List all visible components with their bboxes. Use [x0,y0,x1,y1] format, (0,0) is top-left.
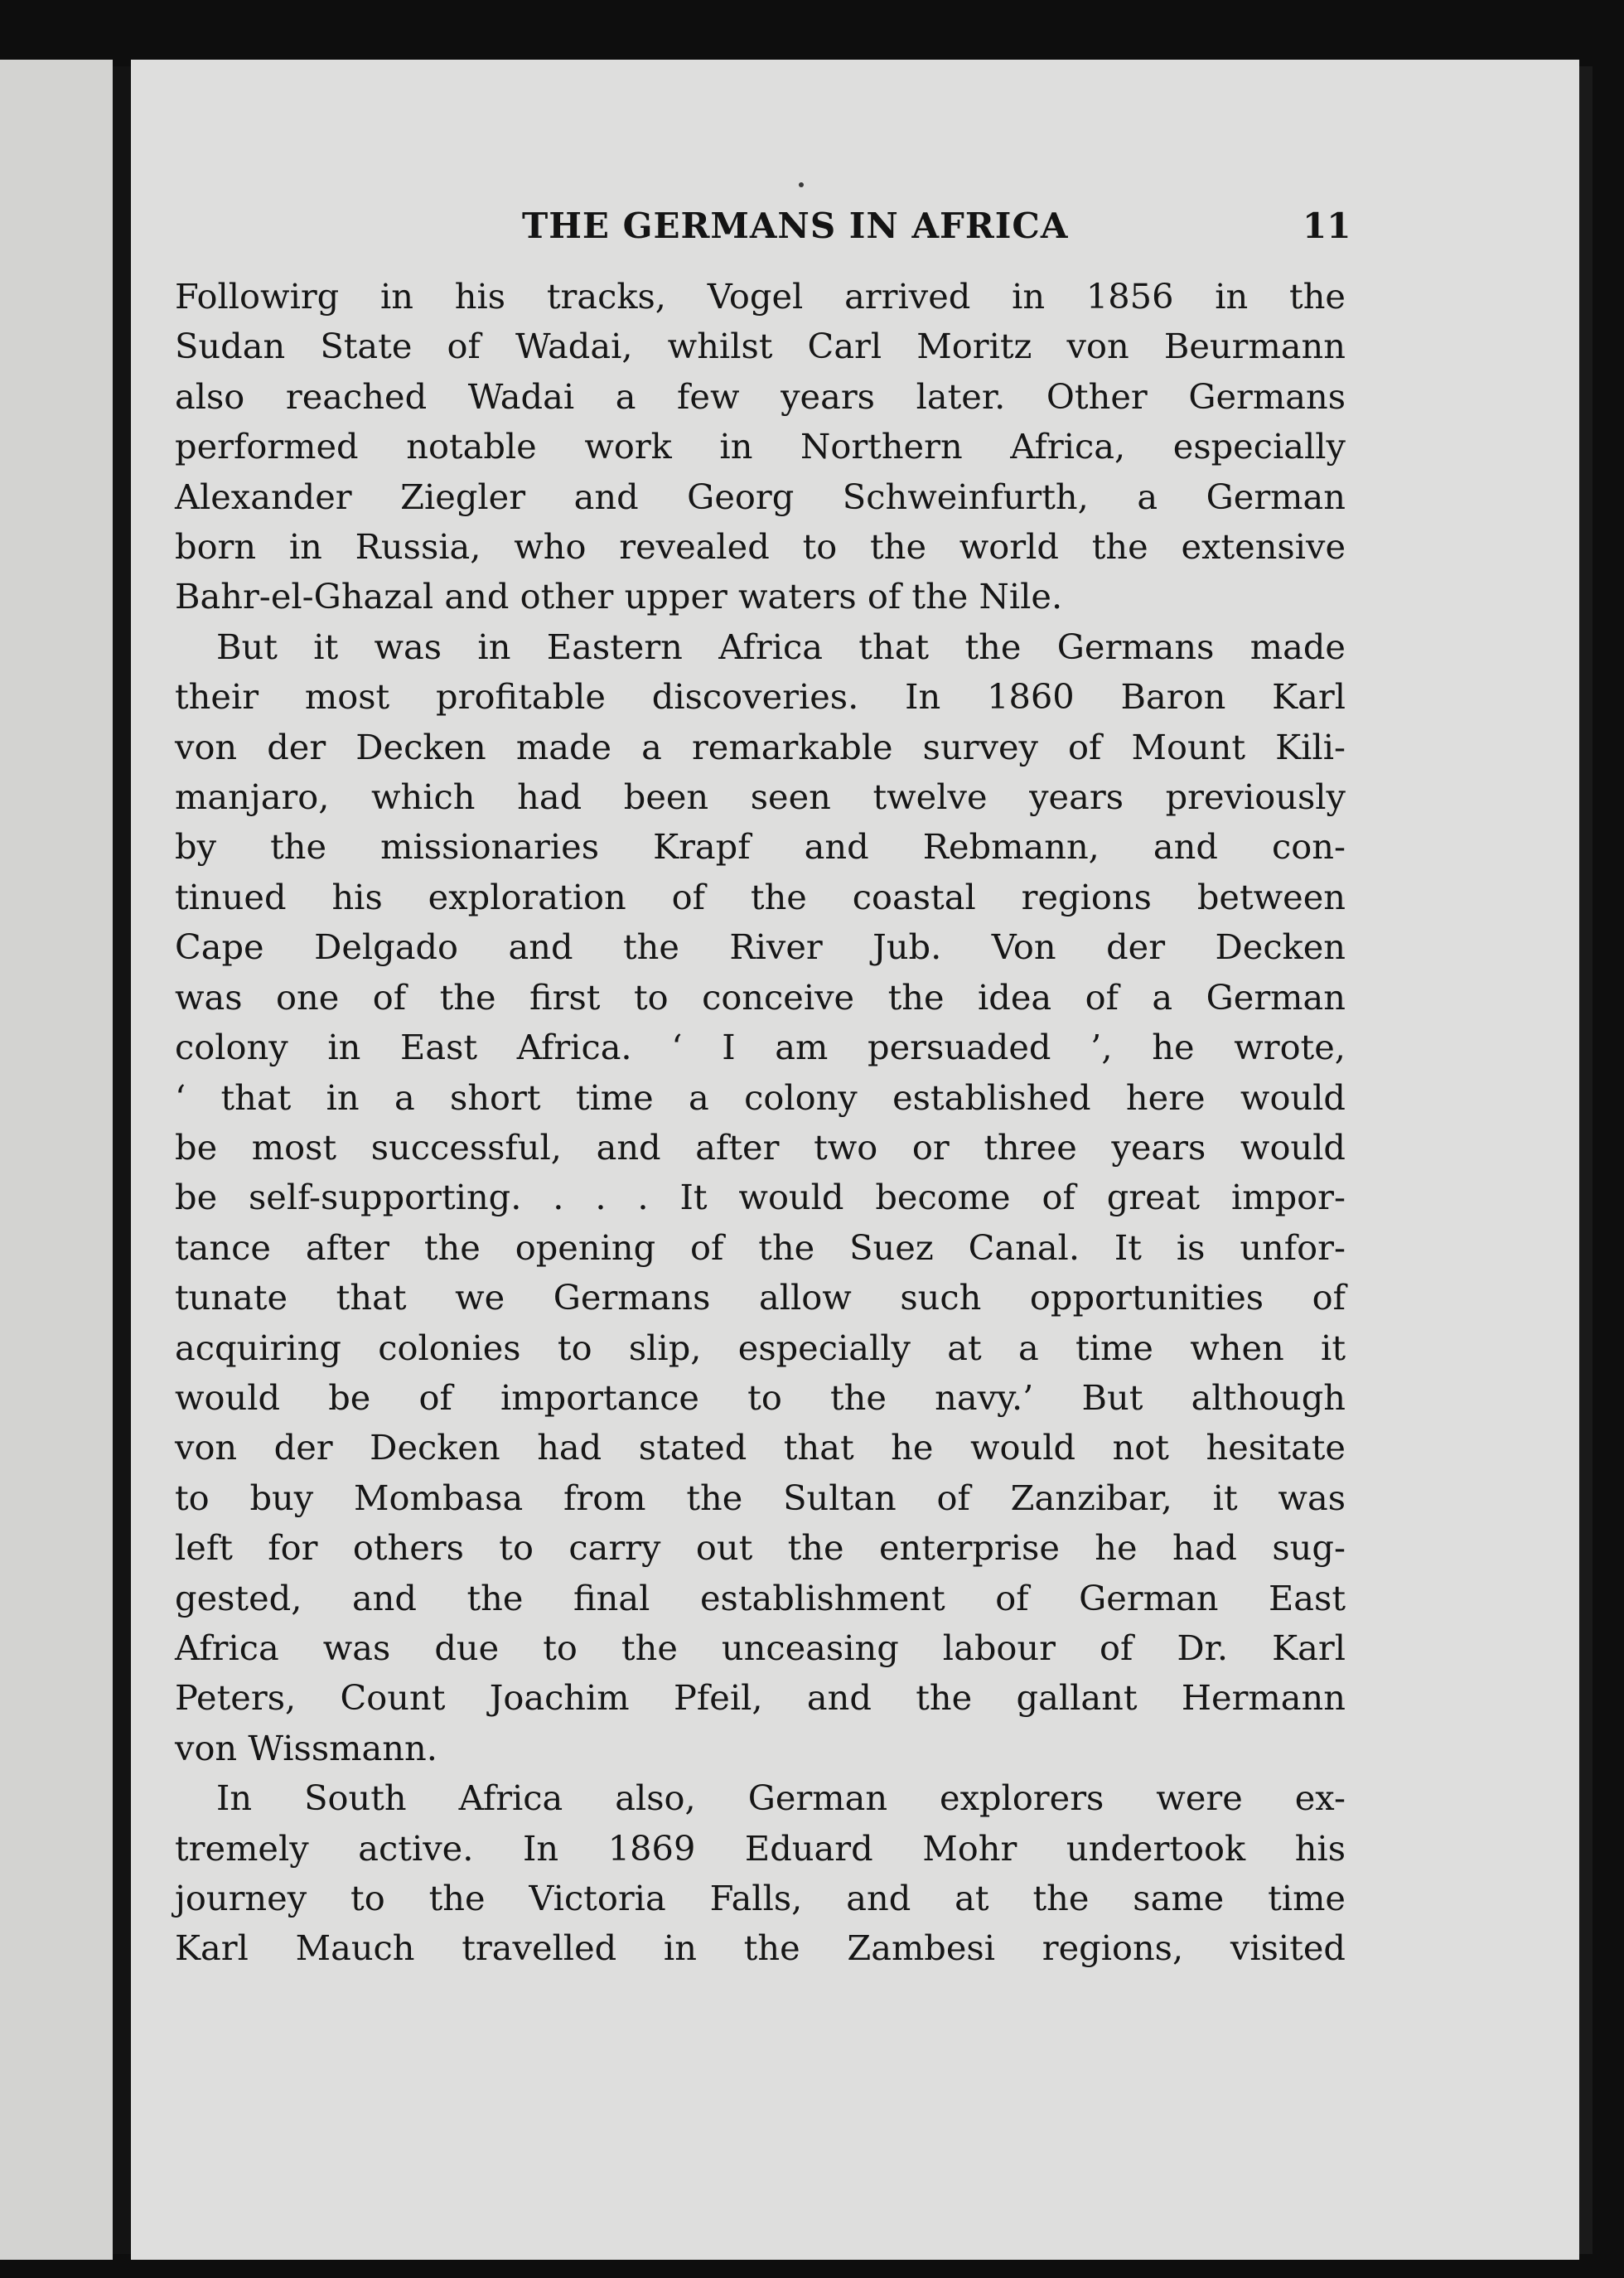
text-line: Peters, Count Joachim Pfeil, and the gallant Hermann [175,1677,1346,1719]
text-line: Karl Mauch travelled in the Zambesi regions, visited [175,1927,1346,1969]
text-line: Bahr-el-Ghazal and other upper waters of the Nile. [175,576,1063,617]
print-speck [799,182,804,187]
text-line: left for others to carry out the enterprise he had sug- [175,1527,1346,1569]
paragraph-1 [175,272,1346,622]
text-line: performed notable work in Northern Africa, especially [175,426,1346,467]
text-line: Africa was due to the unceasing labour of Dr. Karl [175,1627,1346,1668]
text-line: tinued his exploration of the coastal regions between [175,876,1346,917]
text-line: tremely active. In 1869 Eduard Mohr undertook his [175,1827,1346,1869]
book-gutter [113,66,131,2254]
text-line: be most successful, and after two or three years would [175,1126,1346,1168]
text-line: von Wissmann. [175,1727,437,1768]
text-line: tance after the opening of the Suez Canal. It is unfor- [175,1226,1346,1268]
text-line: But it was in Eastern Africa that the Germans made [216,626,1346,667]
text-line: tunate that we Germans allow such opportunities of [175,1277,1346,1318]
text-line: von der Decken made a remarkable survey of Mount Kili- [175,726,1346,767]
text-line: be self-supporting. . . . It would become of great impor- [175,1177,1346,1218]
text-line: would be of importance to the navy.’ But although [175,1376,1346,1418]
text-line: ‘ that in a short time a colony established here would [175,1076,1346,1118]
text-line: Sudan State of Wadai, whilst Carl Moritz von Beurmann [175,326,1346,367]
text-line: their most profitable discoveries. In 1860 Baron Karl [175,676,1346,718]
paragraph-3 [175,1773,1346,1974]
text-line: was one of the first to conceive the idea of a German [175,976,1346,1018]
text-line: by the missionaries Krapf and Rebmann, and con- [175,826,1346,868]
text-line: von der Decken had stated that he would not hesitate [175,1427,1346,1468]
text-line: born in Russia, who revealed to the world the extensive [175,526,1346,568]
page-number: 11 [1303,206,1351,246]
text-line: colony in East Africa. ‘ I am persuaded ’, he wrote, [175,1027,1346,1068]
page-right-edge [1579,66,1593,2254]
text-line: to buy Mombasa from the Sultan of Zanzibar, it was [175,1477,1346,1518]
page-header [131,206,1579,272]
text-line: acquiring colonies to slip, especially at a time when it [175,1327,1346,1368]
text-line: also reached Wadai a few years later. Other Germans [175,375,1346,417]
text-line: Alexander Ziegler and Georg Schweinfurth, a German [175,476,1346,517]
text-line: journey to the Victoria Falls, and at the same time [175,1878,1346,1918]
text-line: In South Africa also, German explorers were ex- [216,1777,1346,1819]
text-line: gested, and the final establishment of German East [175,1577,1346,1618]
text-line: Followirg in his tracks, Vogel arrived in 1856 in the [175,276,1346,317]
page-body [175,272,1346,1974]
text-line: manjaro, which had been seen twelve years previously [175,776,1346,818]
previous-page-edge [0,60,113,2260]
running-head: THE GERMANS IN AFRICA [522,206,1069,246]
paragraph-2 [175,622,1346,1773]
text-line: Cape Delgado and the River Jub. Von der Decken [175,926,1346,968]
